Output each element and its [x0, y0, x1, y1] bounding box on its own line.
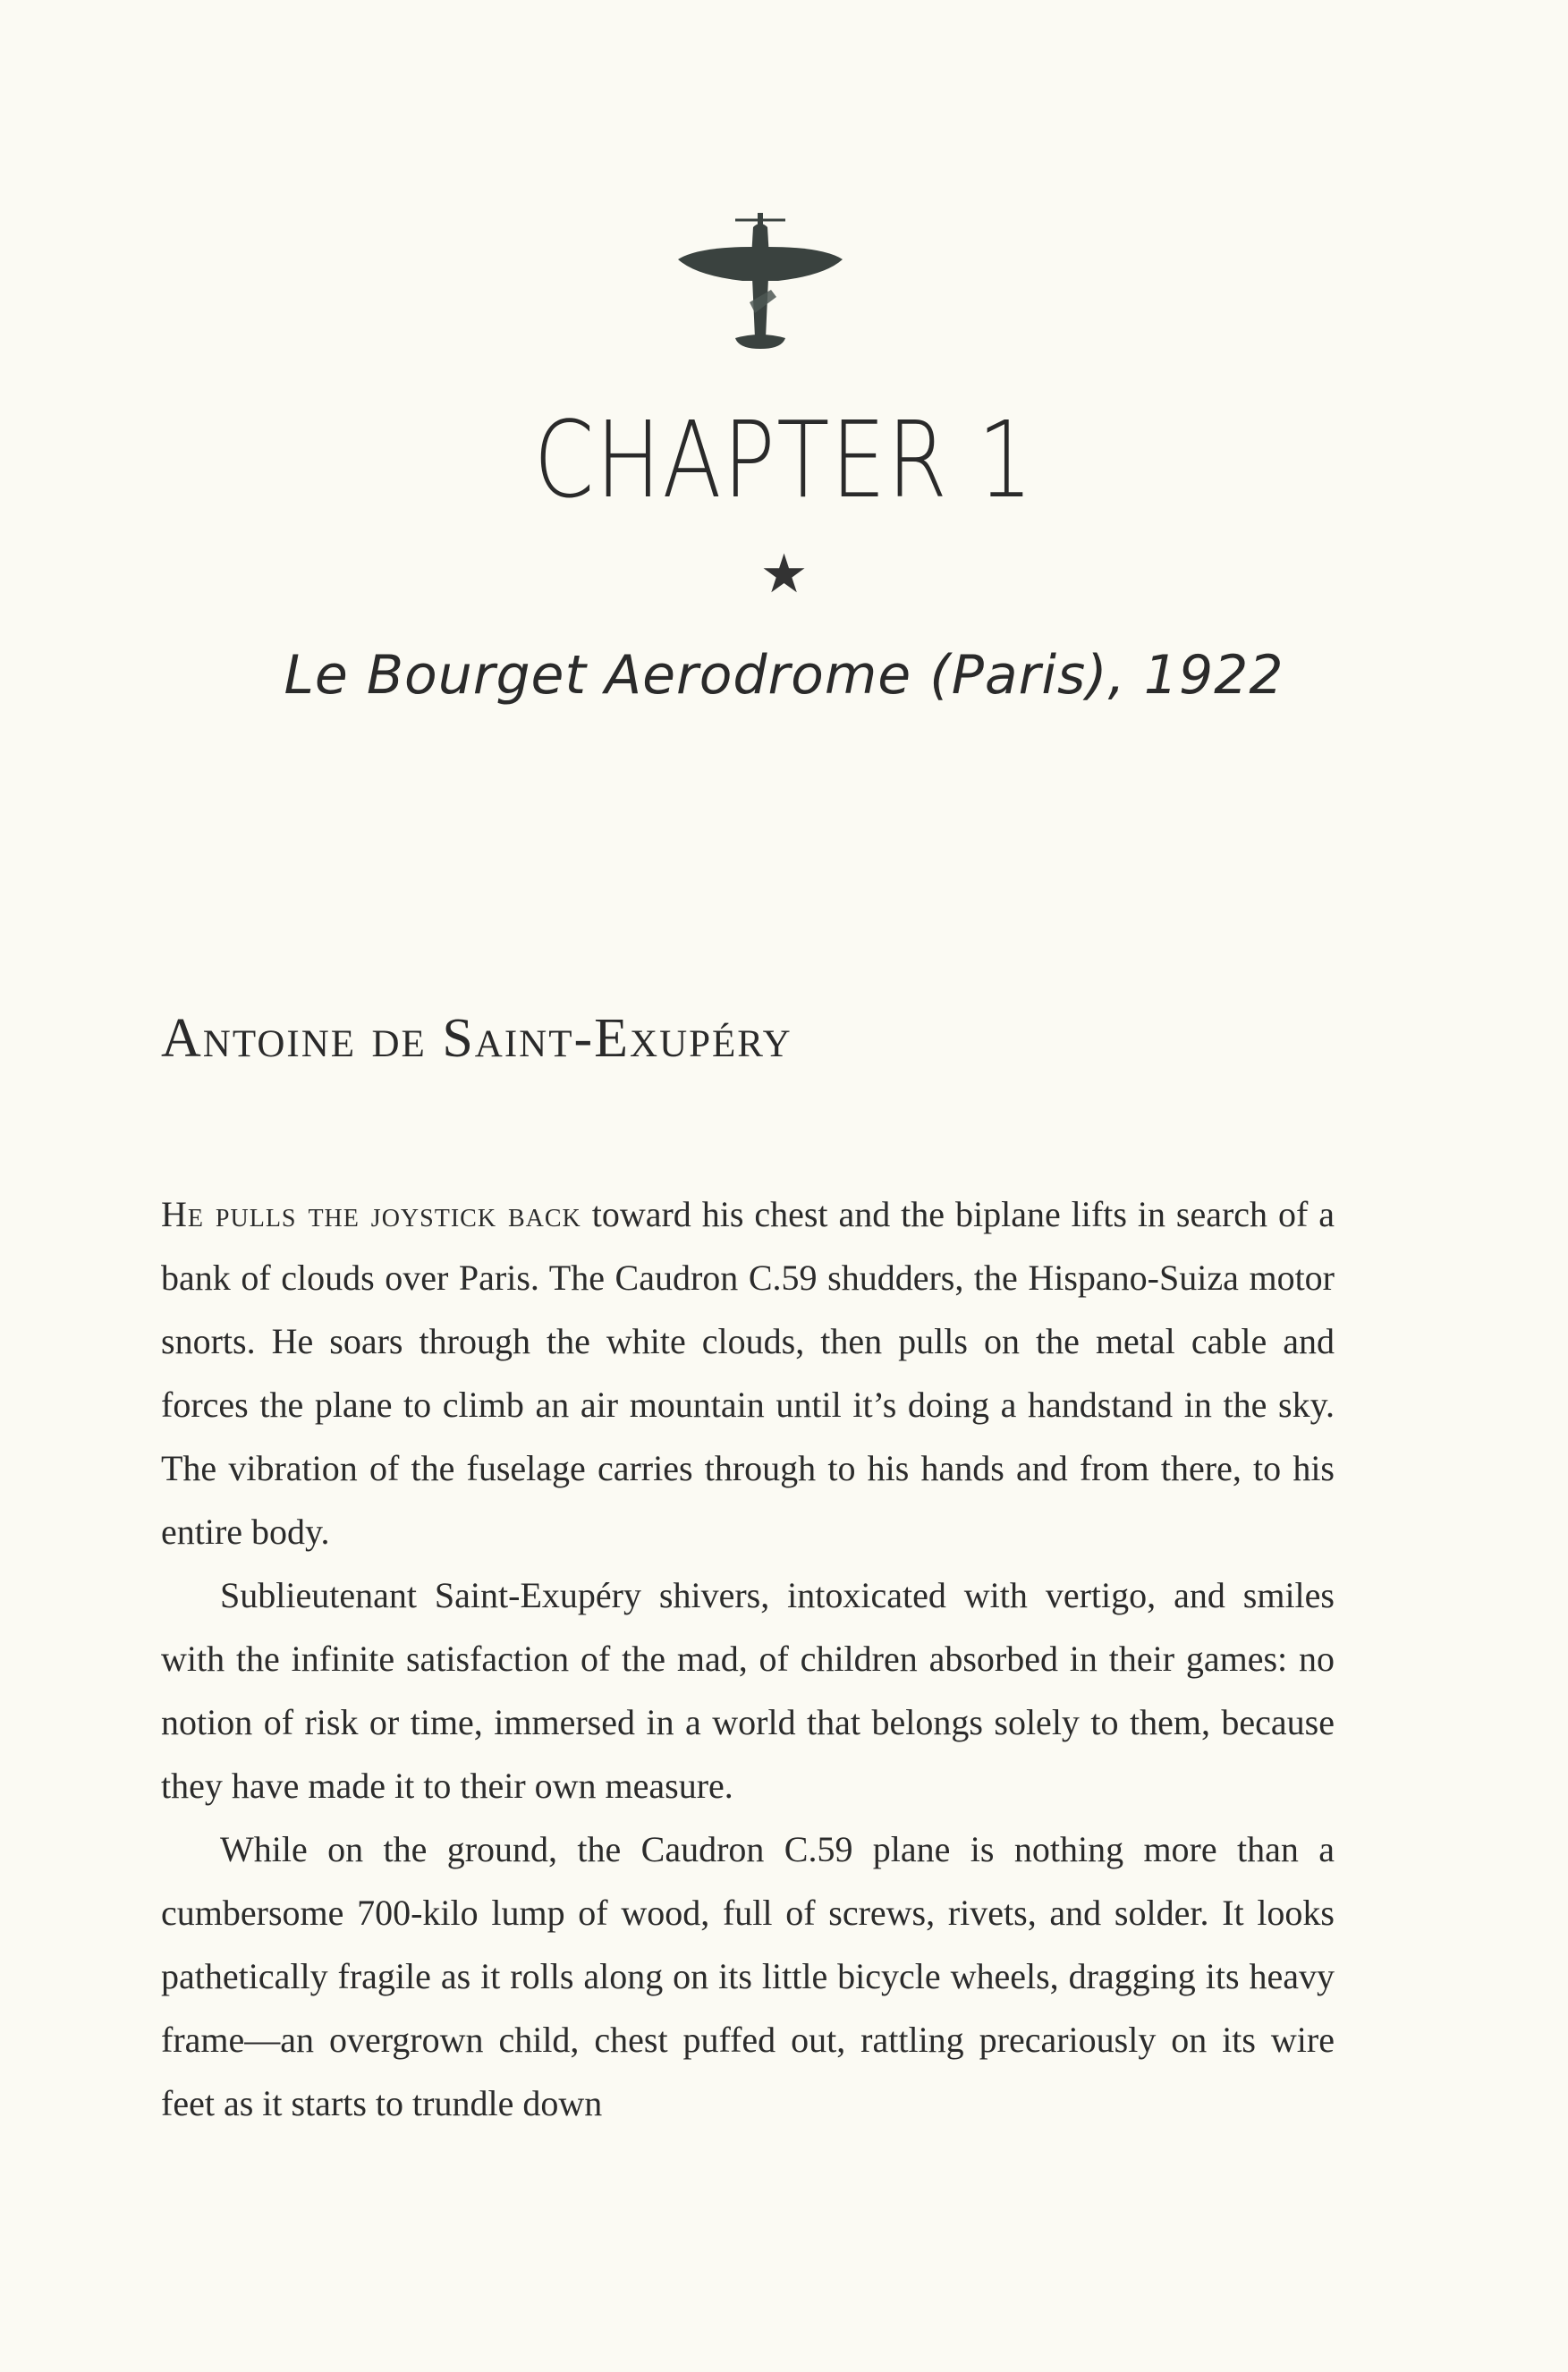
- paragraph-text: toward his chest and the biplane lifts in search of a bank of clouds over Paris. The Caudron C.59 shudders, the Hispano-Suiza motor snorts. He soars through the white clouds, then pulls on the metal cable and forces the plane to climb an air mountain until it’s doing a handstand in the sky. The vibration of the fuselage carries through to his hands and from there, to his entire body.: [161, 1194, 1335, 1552]
- section-heading: Antoine de Saint-Exupéry: [161, 1008, 792, 1069]
- body-text: [161, 1182, 1335, 2135]
- chapter-title: CHAPTER 1: [533, 398, 1035, 521]
- paragraph: Sublieutenant Saint-Exupéry shivers, intoxicated with vertigo, and smiles with the infinite satisfaction of the mad, of children absorbed in their games: no notion of risk or time, immersed in a world that belongs solely to them, because they have made it to their own measure.: [161, 1575, 1335, 1806]
- star-icon: ★: [759, 543, 809, 606]
- lead-in: He pulls the joystick back: [161, 1194, 581, 1234]
- airplane-icon: [671, 204, 850, 365]
- paragraph: While on the ground, the Caudron C.59 plane is nothing more than a cumbersome 700-kilo lump of wood, full of screws, rivets, and solder. It looks pathetically fragile as it rolls along on its little bicycle wheels, dragging its heavy frame—an overgrown child, chest puffed out, rattling precariously on its wire feet as it starts to trundle down: [161, 1829, 1335, 2123]
- chapter-location: Le Bourget Aerodrome (Paris), 1922: [284, 644, 1284, 707]
- paragraph: [161, 1182, 1335, 1563]
